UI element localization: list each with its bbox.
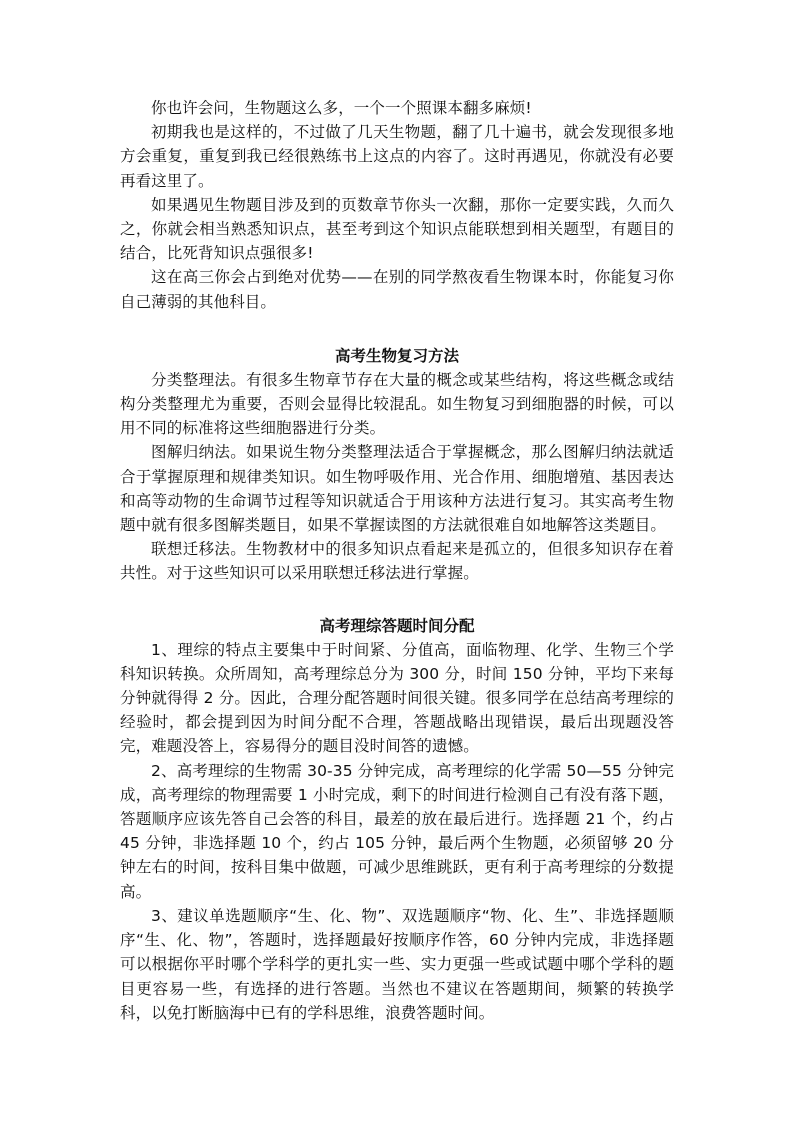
paragraph: 如果遇见生物题目涉及到的页数章节你头一次翻，那你一定要实践，久而久之，你就会相当熟悉知识点，甚至考到这个知识点能联想到相关题型，有题目的结合，比死背知识点强很多! (120, 195, 674, 263)
paragraph: 图解归纳法。如果说生物分类整理法适合于掌握概念，那么图解归纳法就适合于掌握原理和规律类知识。如生物呼吸作用、光合作用、细胞增殖、基因表达和高等动物的生命调节过程等知识就适合于用该种方法进行复习。其实高考生物题中就有很多图解类题目，如果不掌握读图的方法就很难自如地解答这类题目。 (120, 443, 674, 535)
paragraph: 这在高三你会占到绝对优势——在别的同学熬夜看生物课本时，你能复习你自己薄弱的其他科目。 (120, 268, 674, 311)
spacer (120, 586, 674, 614)
section-heading: 高考理综答题时间分配 (319, 616, 475, 635)
document-page (120, 96, 674, 1025)
paragraph: 1、理综的特点主要集中于时间紧、分值高，面临物理、化学、生物三个学科知识转换。众所周知，高考理综总分为 300 分，时间 150 分钟，平均下来每分钟就得得 2 分。因此，合理分配答题时间很关键。很多同学在总结高考理综的经验时，都会提到因为时间分配不合理，答题战略出现错误，最后出现题没答完，难题没答上，容易得分的题目没时间答的遗憾。 (120, 640, 674, 756)
intro-section (120, 96, 674, 314)
paragraph: 2、高考理综的生物需 30-35 分钟完成，高考理综的化学需 50—55 分钟完成，高考理综的物理需要 1 小时完成，剩下的时间进行检测自己有没有落下题，答题顺序应该先答自己会答的科目，最差的放在最后进行。选择题 21 个，约占 45 分钟，非选择题 10 个，约占 105 分钟，最后两个生物题，必须留够 20 分钟左右的时间，按科目集中做题，可减少思维跳跃，更有利于高考理综的分数提高。 (120, 761, 674, 901)
section-heading: 高考生物复习方法 (334, 346, 459, 365)
paragraph: 你也许会问，生物题这么多，一个一个照课本翻多麻烦! (151, 99, 532, 117)
paragraph: 3、建议单选题顺序“生、化、物”、双选题顺序“物、化、生”、非选择题顺序“生、化、物”，答题时，选择题最好按顺序作答，60 分钟内完成，非选择题可以根据你平时哪个学科学的更扎实一些、实力更强一些或试题中哪个学科的题目更容易一些，有选择的进行答题。当然也不建议在答题期间，频繁的转换学科，以免打断脑海中已有的学科思维，浪费答题时间。 (120, 906, 674, 1022)
paragraph: 分类整理法。有很多生物章节存在大量的概念或某些结构，将这些概念或结构分类整理尤为重要，否则会显得比较混乱。如生物复习到细胞器的时候，可以用不同的标准将这些细胞器进行分类。 (120, 370, 674, 438)
paragraph: 初期我也是这样的，不过做了几天生物题，翻了几十遍书，就会发现很多地方会重复，重复到我已经很熟练书上这点的内容了。这时再遇见，你就没有必要再看这里了。 (120, 123, 674, 190)
paragraph: 联想迁移法。生物教材中的很多知识点看起来是孤立的，但很多知识存在着共性。对于这些知识可以采用联想迁移法进行掌握。 (120, 540, 674, 583)
spacer (120, 314, 674, 344)
section-biology-review-methods (120, 344, 674, 586)
section-exam-time-allocation (120, 614, 674, 1025)
